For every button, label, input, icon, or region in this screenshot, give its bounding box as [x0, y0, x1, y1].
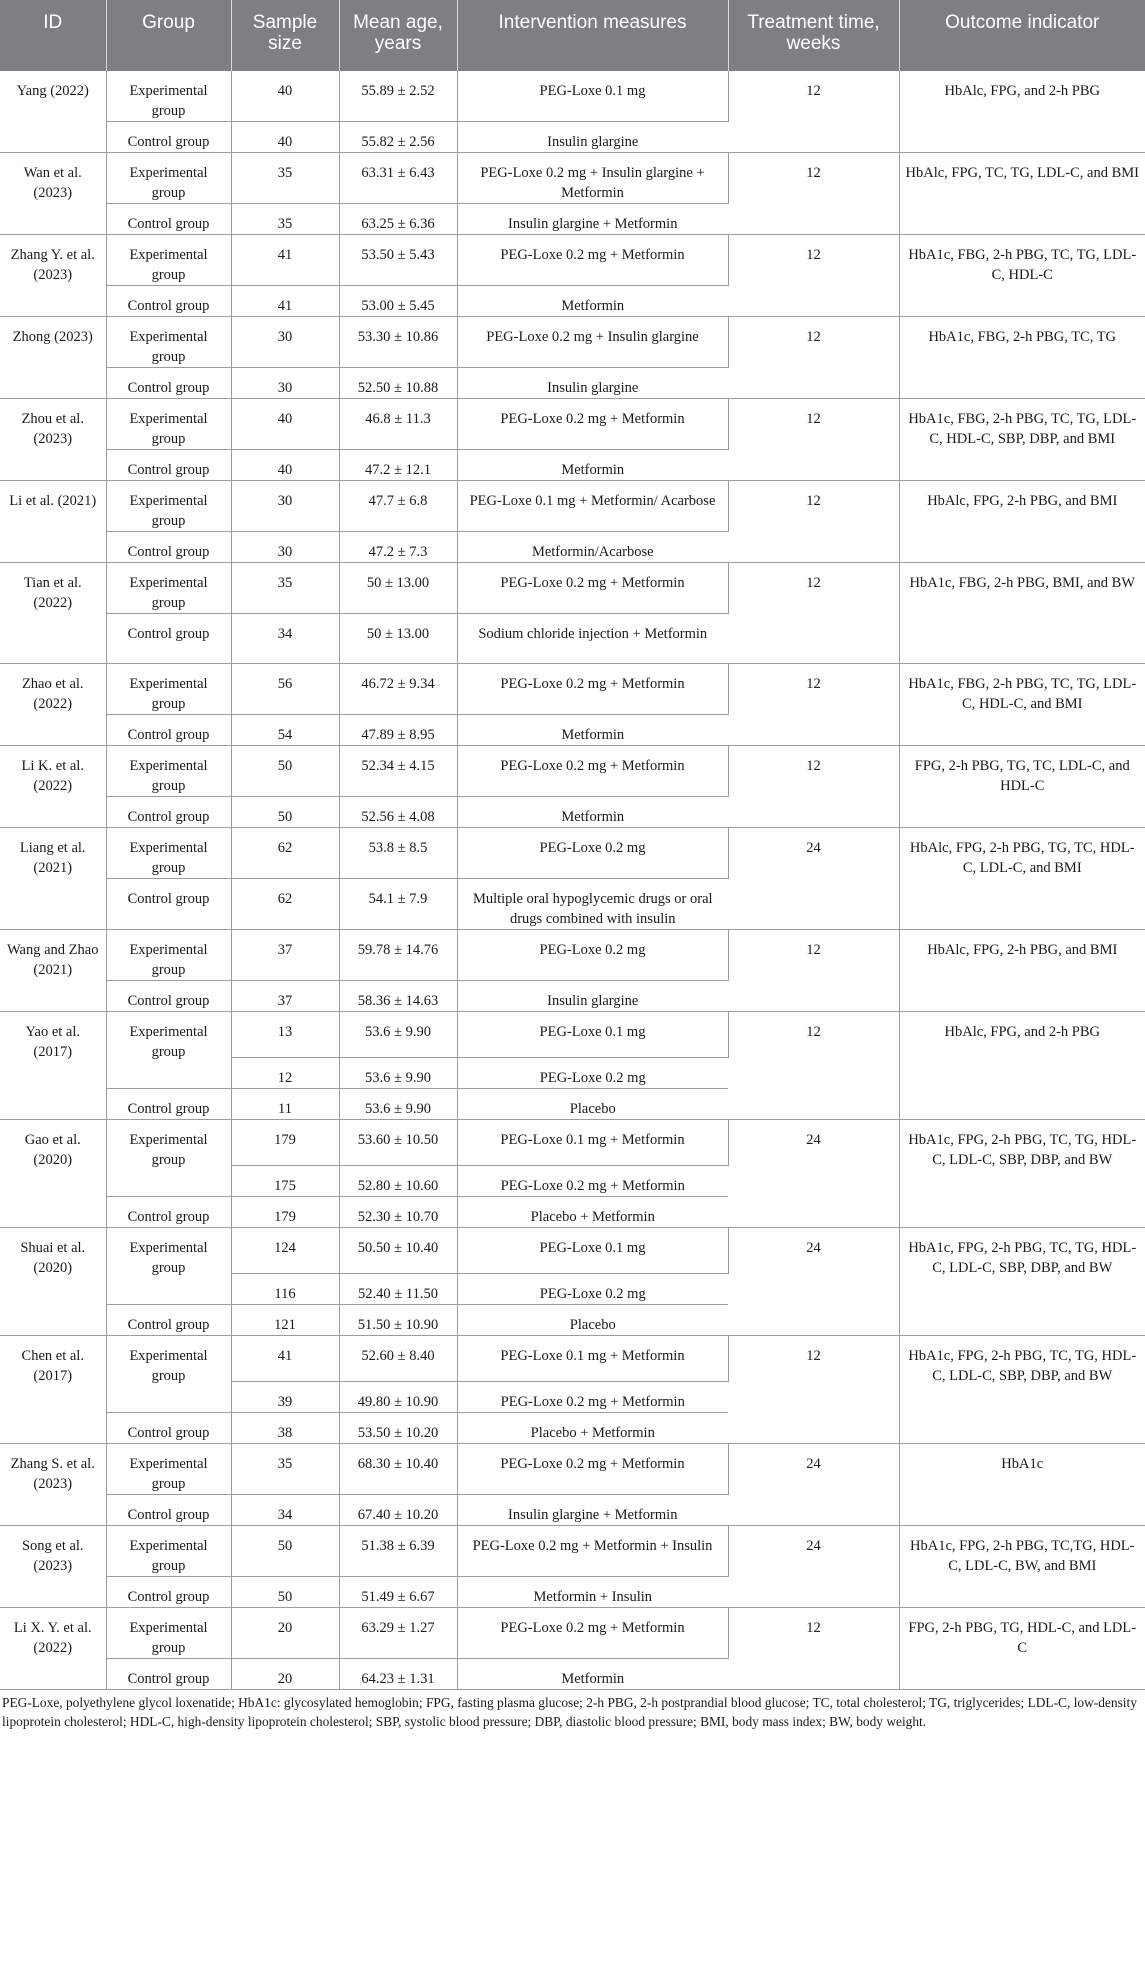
study-id-cell: Liang et al. (2021) [0, 828, 106, 930]
group-cell: Experimental group [106, 930, 231, 981]
sample-size-cell: 35 [231, 563, 339, 614]
sample-size-cell: 38 [231, 1413, 339, 1444]
treatment-time-cell: 12 [728, 563, 899, 664]
mean-age-cell: 46.8 ± 11.3 [339, 399, 457, 450]
study-id-cell: Yang (2022) [0, 71, 106, 153]
sample-size-cell: 30 [231, 317, 339, 368]
table-row [0, 1526, 1145, 1577]
sample-size-cell: 116 [231, 1274, 339, 1305]
sample-size-cell: 20 [231, 1608, 339, 1659]
group-cell: Experimental group [106, 317, 231, 368]
mean-age-cell: 52.30 ± 10.70 [339, 1197, 457, 1228]
treatment-time-cell: 12 [728, 235, 899, 317]
header-id: ID [0, 0, 106, 71]
study-id-cell: Tian et al. (2022) [0, 563, 106, 664]
outcome-cell: HbAlc, FPG, 2-h PBG, and BMI [899, 481, 1145, 563]
group-cell: Experimental group [106, 1608, 231, 1659]
mean-age-cell: 53.30 ± 10.86 [339, 317, 457, 368]
intervention-cell: Insulin glargine [457, 122, 728, 153]
group-cell: Control group [106, 286, 231, 317]
group-cell: Control group [106, 1197, 231, 1228]
intervention-cell: PEG-Loxe 0.2 mg + Metformin [457, 1444, 728, 1495]
group-cell: Control group [106, 204, 231, 235]
group-cell: Experimental group [106, 399, 231, 450]
sample-size-cell: 35 [231, 1444, 339, 1495]
mean-age-cell: 68.30 ± 10.40 [339, 1444, 457, 1495]
group-cell: Experimental group [106, 235, 231, 286]
group-cell: Control group [106, 532, 231, 563]
mean-age-cell: 59.78 ± 14.76 [339, 930, 457, 981]
mean-age-cell: 53.6 ± 9.90 [339, 1012, 457, 1058]
sample-size-cell: 40 [231, 122, 339, 153]
sample-size-cell: 54 [231, 715, 339, 746]
outcome-cell: HbA1c, FPG, 2-h PBG, TC, TG, HDL-C, LDL-C, SBP, DBP, and BW [899, 1120, 1145, 1228]
sample-size-cell: 179 [231, 1120, 339, 1166]
intervention-cell: Placebo [457, 1089, 728, 1120]
mean-age-cell: 51.50 ± 10.90 [339, 1305, 457, 1336]
outcome-cell: HbAlc, FPG, and 2-h PBG [899, 1012, 1145, 1120]
group-cell: Control group [106, 1413, 231, 1444]
sample-size-cell: 35 [231, 204, 339, 235]
mean-age-cell: 63.25 ± 6.36 [339, 204, 457, 235]
group-cell: Control group [106, 1495, 231, 1526]
group-cell: Control group [106, 981, 231, 1012]
group-cell: Control group [106, 1577, 231, 1608]
treatment-time-cell: 12 [728, 746, 899, 828]
sample-size-cell: 175 [231, 1166, 339, 1197]
outcome-cell: HbA1c [899, 1444, 1145, 1526]
table-footnote: PEG-Loxe, polyethylene glycol loxenatide; HbA1c: glycosylated hemoglobin; FPG, fasting plasma glucose; 2-h PBG, 2-h postprandial blood glucose; TC, total cholesterol; TG, triglycerides; LDL-C, low-density lipoprotein cholesterol; HDL-C, high-density lipoprotein cholesterol; SBP, systolic blood pressure; DBP, diastolic blood pressure; BMI, body mass index; BW, body weight. [2, 1695, 1137, 1729]
sample-size-cell: 37 [231, 981, 339, 1012]
outcome-cell: HbA1c, FBG, 2-h PBG, BMI, and BW [899, 563, 1145, 664]
treatment-time-cell: 12 [728, 71, 899, 153]
sample-size-cell: 30 [231, 532, 339, 563]
table-row [0, 1120, 1145, 1166]
group-cell: Experimental group [106, 1336, 231, 1413]
mean-age-cell: 53.00 ± 5.45 [339, 286, 457, 317]
mean-age-cell: 63.29 ± 1.27 [339, 1608, 457, 1659]
sample-size-cell: 121 [231, 1305, 339, 1336]
intervention-cell: PEG-Loxe 0.2 mg + Metformin [457, 746, 728, 797]
treatment-time-cell: 12 [728, 1336, 899, 1444]
mean-age-cell: 47.2 ± 12.1 [339, 450, 457, 481]
sample-size-cell: 41 [231, 235, 339, 286]
sample-size-cell: 41 [231, 286, 339, 317]
sample-size-cell: 30 [231, 368, 339, 399]
group-cell: Experimental group [106, 1526, 231, 1577]
intervention-cell: PEG-Loxe 0.2 mg [457, 828, 728, 879]
treatment-time-cell: 24 [728, 1444, 899, 1526]
intervention-cell: Metformin + Insulin [457, 1577, 728, 1608]
study-id-cell: Chen et al. (2017) [0, 1336, 106, 1444]
header-group: Group [106, 0, 231, 71]
group-cell: Control group [106, 368, 231, 399]
study-id-cell: Yao et al. (2017) [0, 1012, 106, 1120]
sample-size-cell: 35 [231, 153, 339, 204]
treatment-time-cell: 24 [728, 1526, 899, 1608]
intervention-cell: PEG-Loxe 0.2 mg + Metformin [457, 1382, 728, 1413]
sample-size-cell: 34 [231, 1495, 339, 1526]
table-row [0, 1012, 1145, 1058]
treatment-time-cell: 24 [728, 1120, 899, 1228]
study-id-cell: Shuai et al. (2020) [0, 1228, 106, 1336]
header-sample-size: Sample size [231, 0, 339, 71]
treatment-time-cell: 24 [728, 828, 899, 930]
group-cell: Control group [106, 797, 231, 828]
mean-age-cell: 46.72 ± 9.34 [339, 664, 457, 715]
group-cell: Control group [106, 450, 231, 481]
table-row [0, 563, 1145, 614]
intervention-cell: Metformin [457, 286, 728, 317]
mean-age-cell: 55.89 ± 2.52 [339, 71, 457, 122]
outcome-cell: HbA1c, FBG, 2-h PBG, TC, TG, LDL-C, HDL-C, and BMI [899, 664, 1145, 746]
mean-age-cell: 52.34 ± 4.15 [339, 746, 457, 797]
sample-size-cell: 62 [231, 828, 339, 879]
intervention-cell: PEG-Loxe 0.1 mg + Metformin [457, 1120, 728, 1166]
mean-age-cell: 64.23 ± 1.31 [339, 1659, 457, 1690]
intervention-cell: Metformin [457, 715, 728, 746]
outcome-cell: HbA1c, FPG, 2-h PBG, TC, TG, HDL-C, LDL-C, SBP, DBP, and BW [899, 1336, 1145, 1444]
table-row [0, 828, 1145, 879]
intervention-cell: Metformin [457, 1659, 728, 1690]
mean-age-cell: 52.80 ± 10.60 [339, 1166, 457, 1197]
intervention-cell: PEG-Loxe 0.2 mg + Metformin [457, 563, 728, 614]
study-id-cell: Li et al. (2021) [0, 481, 106, 563]
sample-size-cell: 37 [231, 930, 339, 981]
sample-size-cell: 50 [231, 1577, 339, 1608]
treatment-time-cell: 12 [728, 153, 899, 235]
study-id-cell: Song et al. (2023) [0, 1526, 106, 1608]
table-row [0, 930, 1145, 981]
outcome-cell: HbA1c, FPG, 2-h PBG, TC,TG, HDL-C, LDL-C, BW, and BMI [899, 1526, 1145, 1608]
group-cell: Experimental group [106, 828, 231, 879]
sample-size-cell: 20 [231, 1659, 339, 1690]
mean-age-cell: 49.80 ± 10.90 [339, 1382, 457, 1413]
outcome-cell: HbA1c, FPG, 2-h PBG, TC, TG, HDL-C, LDL-C, SBP, DBP, and BW [899, 1228, 1145, 1336]
mean-age-cell: 63.31 ± 6.43 [339, 153, 457, 204]
study-id-cell: Li K. et al. (2022) [0, 746, 106, 828]
mean-age-cell: 52.60 ± 8.40 [339, 1336, 457, 1382]
table-row [0, 481, 1145, 532]
sample-size-cell: 34 [231, 614, 339, 664]
table-row [0, 317, 1145, 368]
study-id-cell: Li X. Y. et al. (2022) [0, 1608, 106, 1690]
treatment-time-cell: 12 [728, 481, 899, 563]
mean-age-cell: 53.6 ± 9.90 [339, 1058, 457, 1089]
mean-age-cell: 52.40 ± 11.50 [339, 1274, 457, 1305]
table-row [0, 153, 1145, 204]
intervention-cell: PEG-Loxe 0.1 mg [457, 1012, 728, 1058]
intervention-cell: PEG-Loxe 0.2 mg + Insulin glargine + Metformin [457, 153, 728, 204]
mean-age-cell: 53.50 ± 10.20 [339, 1413, 457, 1444]
mean-age-cell: 58.36 ± 14.63 [339, 981, 457, 1012]
intervention-cell: Insulin glargine + Metformin [457, 1495, 728, 1526]
treatment-time-cell: 24 [728, 1228, 899, 1336]
mean-age-cell: 54.1 ± 7.9 [339, 879, 457, 930]
sample-size-cell: 50 [231, 797, 339, 828]
group-cell: Control group [106, 715, 231, 746]
intervention-cell: PEG-Loxe 0.2 mg + Metformin + Insulin [457, 1526, 728, 1577]
intervention-cell: PEG-Loxe 0.2 mg + Metformin [457, 235, 728, 286]
outcome-cell: HbAlc, FPG, and 2-h PBG [899, 71, 1145, 153]
group-cell: Experimental group [106, 1120, 231, 1197]
sample-size-cell: 124 [231, 1228, 339, 1274]
table-header [0, 0, 1145, 71]
group-cell: Control group [106, 879, 231, 930]
header-row [0, 0, 1145, 71]
outcome-cell: FPG, 2-h PBG, TG, HDL-C, and LDL-C [899, 1608, 1145, 1690]
intervention-cell: PEG-Loxe 0.2 mg [457, 1058, 728, 1089]
header-mean-age: Mean age, years [339, 0, 457, 71]
study-id-cell: Gao et al. (2020) [0, 1120, 106, 1228]
mean-age-cell: 47.89 ± 8.95 [339, 715, 457, 746]
sample-size-cell: 50 [231, 1526, 339, 1577]
intervention-cell: PEG-Loxe 0.2 mg [457, 930, 728, 981]
treatment-time-cell: 12 [728, 930, 899, 1012]
group-cell: Control group [106, 614, 231, 664]
group-cell: Experimental group [106, 1228, 231, 1305]
outcome-cell: HbAlc, FPG, TC, TG, LDL-C, and BMI [899, 153, 1145, 235]
outcome-cell: HbA1c, FBG, 2-h PBG, TC, TG, LDL-C, HDL-C [899, 235, 1145, 317]
group-cell: Experimental group [106, 71, 231, 122]
group-cell: Control group [106, 1305, 231, 1336]
mean-age-cell: 67.40 ± 10.20 [339, 1495, 457, 1526]
outcome-cell: HbAlc, FPG, 2-h PBG, TG, TC, HDL-C, LDL-C, and BMI [899, 828, 1145, 930]
outcome-cell: HbA1c, FBG, 2-h PBG, TC, TG, LDL-C, HDL-C, SBP, DBP, and BMI [899, 399, 1145, 481]
intervention-cell: PEG-Loxe 0.1 mg [457, 71, 728, 122]
group-cell: Experimental group [106, 563, 231, 614]
group-cell: Control group [106, 122, 231, 153]
table-row [0, 746, 1145, 797]
mean-age-cell: 52.56 ± 4.08 [339, 797, 457, 828]
intervention-cell: PEG-Loxe 0.2 mg + Metformin [457, 1166, 728, 1197]
mean-age-cell: 47.7 ± 6.8 [339, 481, 457, 532]
intervention-cell: PEG-Loxe 0.2 mg [457, 1274, 728, 1305]
mean-age-cell: 53.6 ± 9.90 [339, 1089, 457, 1120]
intervention-cell: Insulin glargine [457, 981, 728, 1012]
intervention-cell: PEG-Loxe 0.2 mg + Metformin [457, 664, 728, 715]
mean-age-cell: 47.2 ± 7.3 [339, 532, 457, 563]
intervention-cell: Metformin [457, 450, 728, 481]
outcome-cell: HbAlc, FPG, 2-h PBG, and BMI [899, 930, 1145, 1012]
study-id-cell: Zhou et al. (2023) [0, 399, 106, 481]
mean-age-cell: 51.49 ± 6.67 [339, 1577, 457, 1608]
mean-age-cell: 55.82 ± 2.56 [339, 122, 457, 153]
treatment-time-cell: 12 [728, 1608, 899, 1690]
group-cell: Control group [106, 1089, 231, 1120]
study-id-cell: Zhong (2023) [0, 317, 106, 399]
table-row [0, 235, 1145, 286]
study-id-cell: Wang and Zhao (2021) [0, 930, 106, 1012]
table-row [0, 1228, 1145, 1274]
group-cell: Experimental group [106, 1012, 231, 1089]
intervention-cell: Insulin glargine [457, 368, 728, 399]
table-body [0, 71, 1145, 1690]
intervention-cell: PEG-Loxe 0.1 mg + Metformin/ Acarbose [457, 481, 728, 532]
mean-age-cell: 53.50 ± 5.43 [339, 235, 457, 286]
study-id-cell: Zhang S. et al. (2023) [0, 1444, 106, 1526]
group-cell: Control group [106, 1659, 231, 1690]
intervention-cell: Multiple oral hypoglycemic drugs or oral drugs combined with insulin [457, 879, 728, 930]
sample-size-cell: 62 [231, 879, 339, 930]
outcome-cell: HbA1c, FBG, 2-h PBG, TC, TG [899, 317, 1145, 399]
sample-size-cell: 39 [231, 1382, 339, 1413]
sample-size-cell: 40 [231, 450, 339, 481]
mean-age-cell: 52.50 ± 10.88 [339, 368, 457, 399]
intervention-cell: Metformin/Acarbose [457, 532, 728, 563]
mean-age-cell: 53.8 ± 8.5 [339, 828, 457, 879]
sample-size-cell: 50 [231, 746, 339, 797]
sample-size-cell: 30 [231, 481, 339, 532]
outcome-cell: FPG, 2-h PBG, TG, TC, LDL-C, and HDL-C [899, 746, 1145, 828]
table-row [0, 1444, 1145, 1495]
intervention-cell: PEG-Loxe 0.1 mg [457, 1228, 728, 1274]
mean-age-cell: 51.38 ± 6.39 [339, 1526, 457, 1577]
intervention-cell: Placebo + Metformin [457, 1413, 728, 1444]
group-cell: Experimental group [106, 1444, 231, 1495]
sample-size-cell: 56 [231, 664, 339, 715]
study-id-cell: Wan et al. (2023) [0, 153, 106, 235]
mean-age-cell: 53.60 ± 10.50 [339, 1120, 457, 1166]
group-cell: Experimental group [106, 746, 231, 797]
treatment-time-cell: 12 [728, 317, 899, 399]
mean-age-cell: 50 ± 13.00 [339, 563, 457, 614]
intervention-cell: Placebo [457, 1305, 728, 1336]
intervention-cell: Metformin [457, 797, 728, 828]
table-row [0, 399, 1145, 450]
intervention-cell: PEG-Loxe 0.2 mg + Insulin glargine [457, 317, 728, 368]
intervention-cell: PEG-Loxe 0.2 mg + Metformin [457, 399, 728, 450]
group-cell: Experimental group [106, 153, 231, 204]
treatment-time-cell: 12 [728, 1012, 899, 1120]
intervention-cell: Sodium chloride injection + Metformin [457, 614, 728, 664]
table-row [0, 1608, 1145, 1659]
sample-size-cell: 40 [231, 71, 339, 122]
header-outcome: Outcome indicator [899, 0, 1145, 71]
header-treatment-time: Treatment time, weeks [728, 0, 899, 71]
sample-size-cell: 41 [231, 1336, 339, 1382]
mean-age-cell: 50.50 ± 10.40 [339, 1228, 457, 1274]
treatment-time-cell: 12 [728, 664, 899, 746]
table-row [0, 1336, 1145, 1382]
sample-size-cell: 12 [231, 1058, 339, 1089]
sample-size-cell: 40 [231, 399, 339, 450]
sample-size-cell: 13 [231, 1012, 339, 1058]
sample-size-cell: 11 [231, 1089, 339, 1120]
intervention-cell: PEG-Loxe 0.1 mg + Metformin [457, 1336, 728, 1382]
group-cell: Experimental group [106, 664, 231, 715]
intervention-cell: PEG-Loxe 0.2 mg + Metformin [457, 1608, 728, 1659]
study-id-cell: Zhao et al. (2022) [0, 664, 106, 746]
intervention-cell: Placebo + Metformin [457, 1197, 728, 1228]
group-cell: Experimental group [106, 481, 231, 532]
mean-age-cell: 50 ± 13.00 [339, 614, 457, 664]
treatment-time-cell: 12 [728, 399, 899, 481]
intervention-cell: Insulin glargine + Metformin [457, 204, 728, 235]
sample-size-cell: 179 [231, 1197, 339, 1228]
study-id-cell: Zhang Y. et al. (2023) [0, 235, 106, 317]
table-row [0, 71, 1145, 122]
header-intervention: Intervention measures [457, 0, 728, 71]
table-row [0, 664, 1145, 715]
